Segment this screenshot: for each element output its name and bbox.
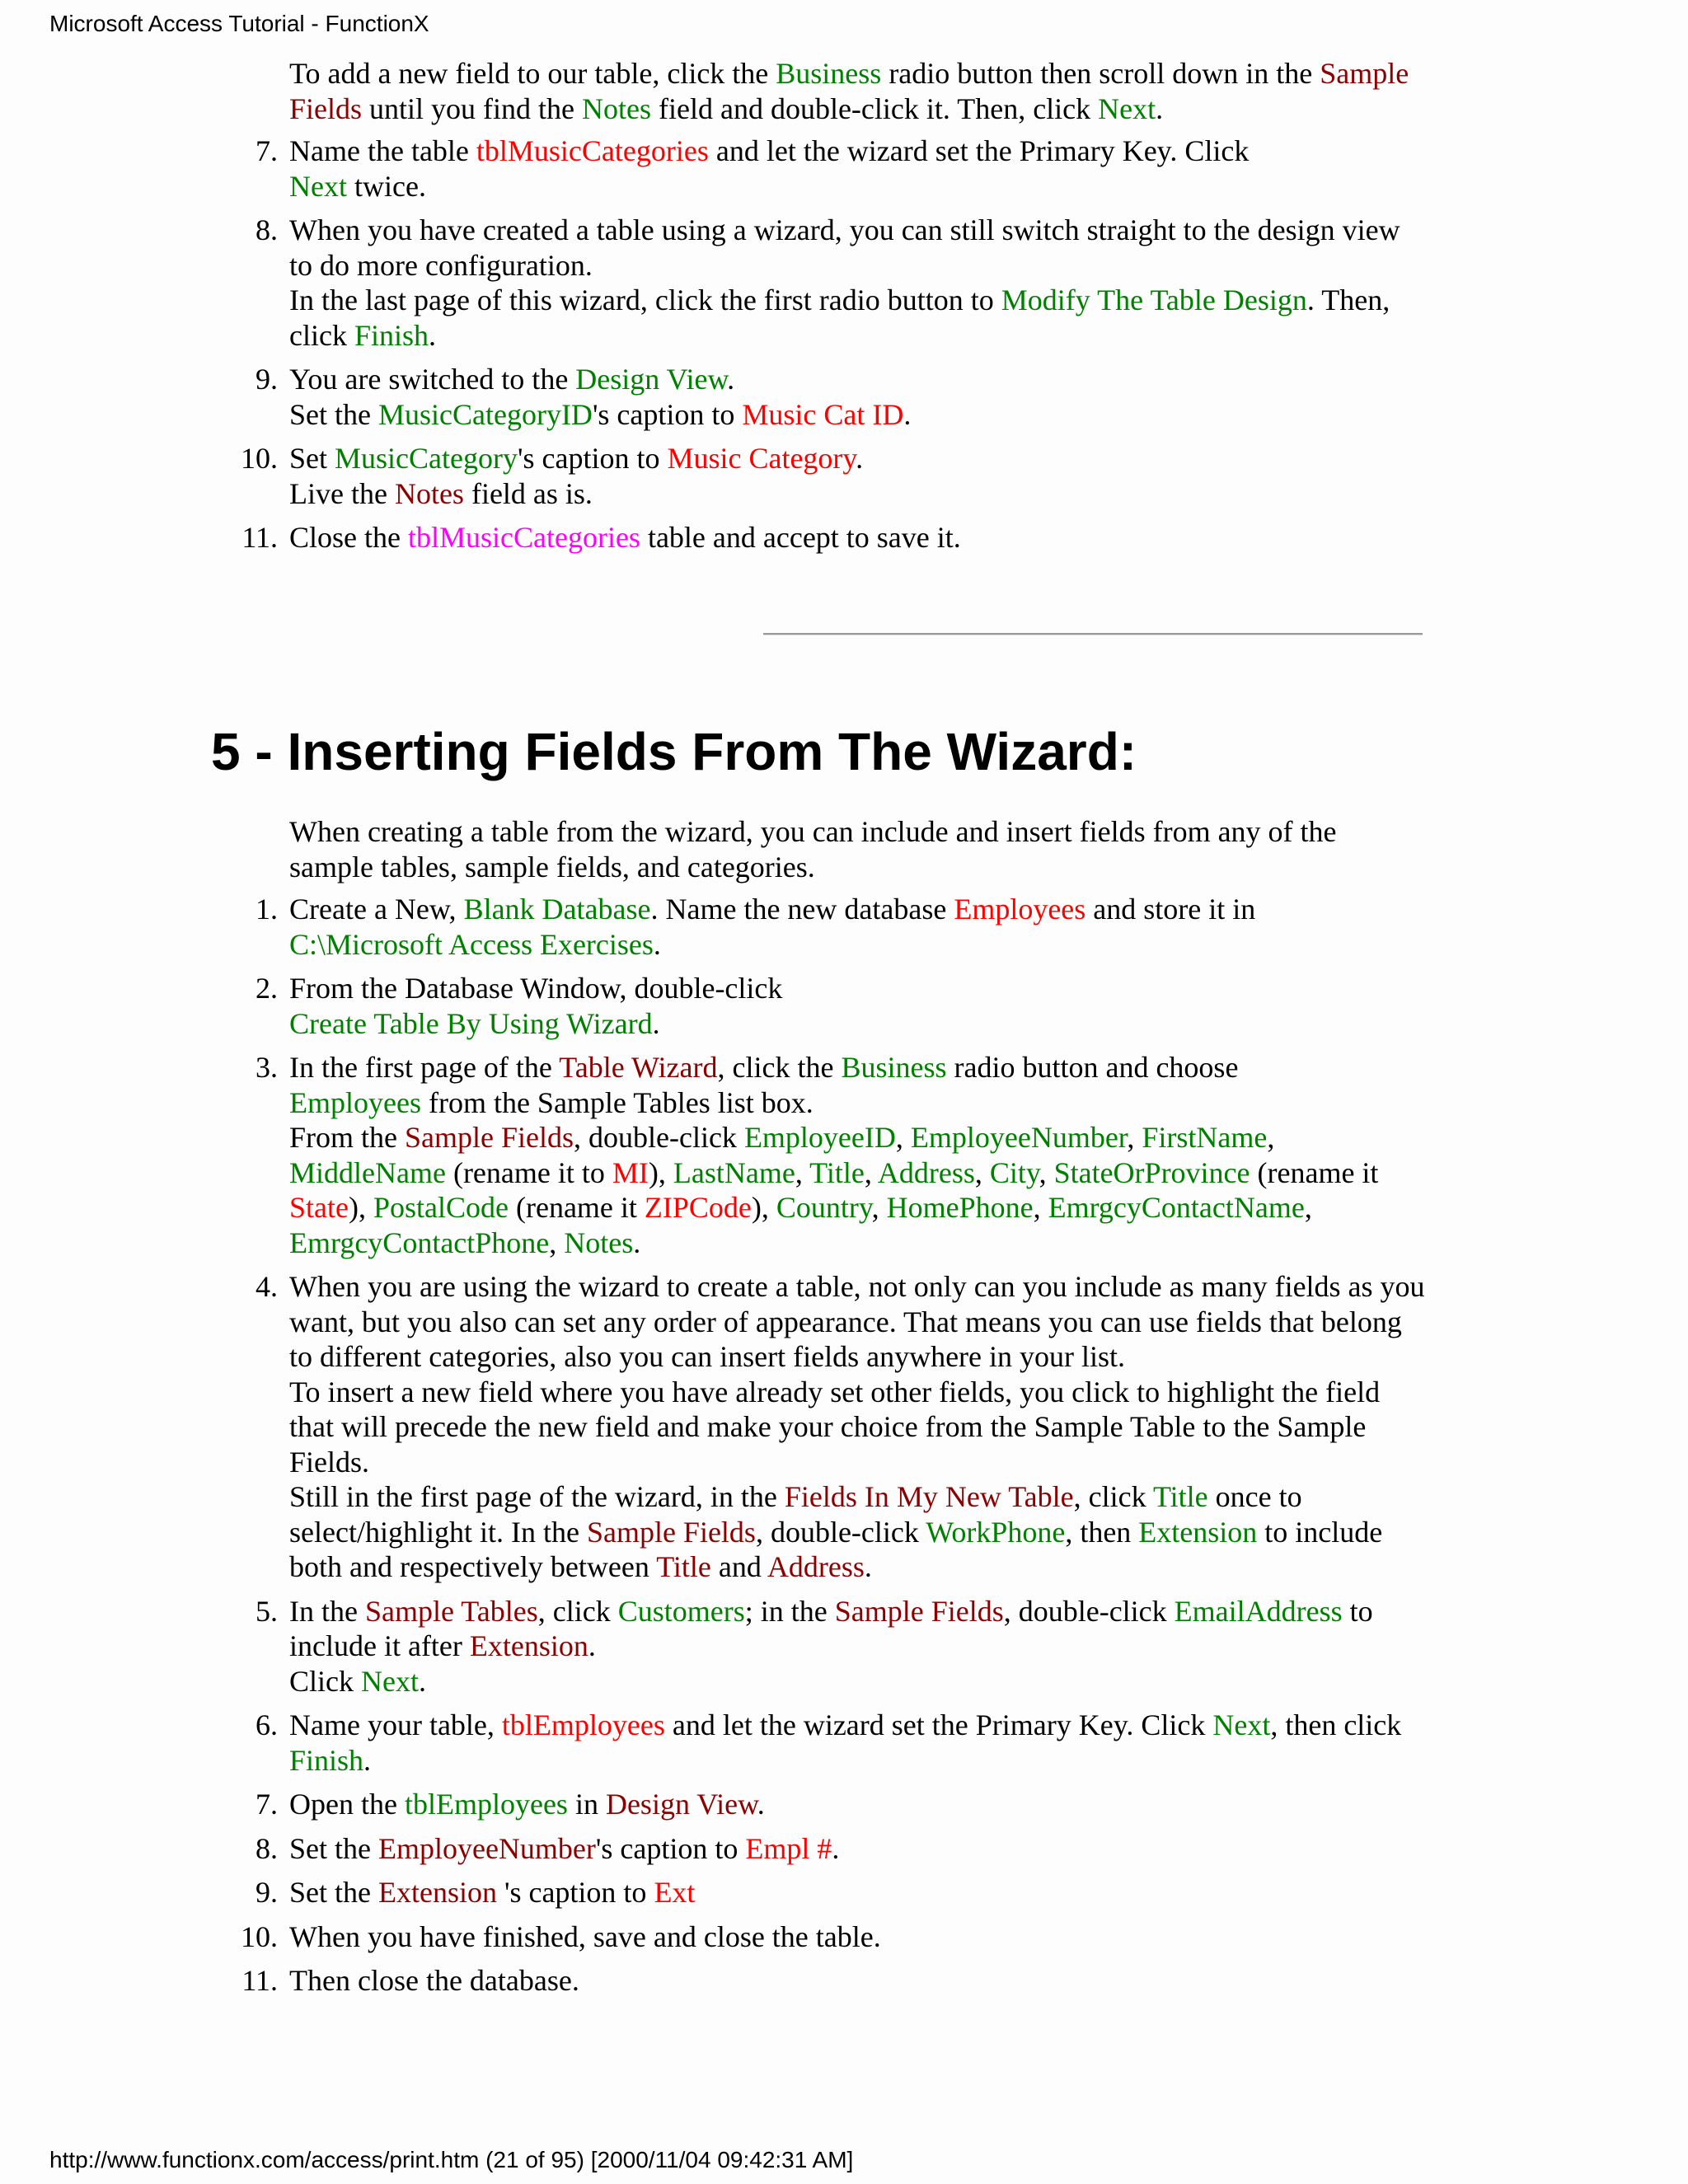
section-heading: 5 - Inserting Fields From The Wizard:	[211, 722, 1137, 781]
text-run: Then close the database.	[289, 1964, 579, 1997]
text-run: ,	[1127, 1121, 1142, 1154]
highlighted-term: EmrgcyContactPhone	[289, 1226, 550, 1259]
highlighted-term: Sample Fields	[405, 1121, 574, 1154]
highlighted-term: Music Category	[667, 442, 856, 475]
text-run: Set the	[289, 397, 378, 431]
text-run: .	[1156, 91, 1164, 125]
highlighted-term: Next	[361, 1664, 419, 1698]
text-run: field as is.	[463, 476, 593, 510]
highlighted-term: Address	[767, 1550, 865, 1583]
text-run: and let the wizard set the Primary Key. Click	[708, 134, 1250, 167]
highlighted-term: Customers	[617, 1594, 745, 1628]
highlighted-term: Notes	[564, 1226, 634, 1259]
text-run: twice.	[346, 169, 426, 203]
text-run: To add a new field to our table, click the	[289, 57, 776, 90]
highlighted-term: City	[989, 1155, 1039, 1189]
step-item	[256, 1875, 1427, 1910]
text-run: Open the	[289, 1788, 405, 1821]
step-number: 10.	[241, 442, 278, 475]
text-run: Set the	[289, 1876, 378, 1909]
page-footer-url: http://www.functionx.com/access/print.htm (21 of 95) [2000/11/04 09:42:31 AM]	[49, 2147, 854, 2172]
text-run: When you have finished, save and close the table.	[289, 1919, 881, 1953]
step-number: 11.	[241, 521, 278, 554]
text-run: .	[832, 1831, 840, 1865]
step-item	[241, 520, 1427, 555]
highlighted-term: Modify The Table Design	[1001, 284, 1307, 316]
step-number: 7.	[256, 134, 278, 167]
step-item	[256, 1594, 1427, 1699]
step-item	[241, 441, 1427, 511]
highlighted-term: Title	[656, 1550, 711, 1583]
highlighted-term: MusicCategoryID	[377, 397, 593, 431]
highlighted-term: MiddleName	[289, 1155, 446, 1189]
text-run: ,	[974, 1155, 990, 1189]
text-run: .	[757, 1788, 765, 1821]
text-run: , double-click	[755, 1515, 926, 1549]
highlighted-term: tblEmployees	[404, 1788, 568, 1821]
text-run: .	[418, 1664, 426, 1698]
highlighted-term: Empl #	[745, 1831, 832, 1865]
highlighted-term: PostalCode	[373, 1191, 509, 1224]
text-run: .	[727, 363, 735, 396]
text-run: .	[903, 397, 912, 431]
step-item	[256, 1787, 1427, 1822]
step-number: 10.	[241, 1919, 278, 1953]
text-run: ),	[648, 1155, 673, 1189]
step-number: 11.	[241, 1964, 278, 1997]
step-item	[256, 1269, 1427, 1585]
highlighted-term: Table Wizard	[559, 1051, 718, 1084]
page-header-title: Microsoft Access Tutorial - FunctionX	[49, 11, 429, 36]
highlighted-term: Fields In My New Table	[784, 1480, 1074, 1513]
text-run: to include both and respectively between	[289, 1515, 1383, 1583]
highlighted-term: Notes	[394, 476, 464, 510]
highlighted-term: EmrgcyContactName	[1048, 1191, 1305, 1224]
highlighted-term: Sample Tables	[364, 1594, 538, 1628]
text-run: (rename it to	[445, 1155, 612, 1189]
text-run: ,	[895, 1121, 911, 1154]
step-number: 9.	[256, 363, 278, 396]
text-run: radio button and choose	[946, 1051, 1239, 1084]
text-run: Name your table,	[289, 1708, 502, 1741]
step-number: 6.	[256, 1708, 278, 1741]
step-number: 5.	[256, 1594, 278, 1628]
text-run: and let the wizard set the Primary Key. Click	[664, 1708, 1213, 1741]
highlighted-term: EmployeeID	[743, 1121, 896, 1154]
highlighted-term: Extension	[377, 1876, 497, 1909]
step-item	[256, 134, 1427, 204]
highlighted-term: ZIPCode	[644, 1191, 752, 1224]
highlighted-term: tblEmployees	[501, 1708, 665, 1741]
step-number: 8.	[256, 213, 278, 246]
text-run: .	[856, 442, 864, 475]
text-run: To insert a new field where you have already set other fields, you click to highlight the field that will precede the new field and make your choice from the Sample Table to the Sample Fields.	[289, 1375, 1381, 1479]
text-run: until you find the	[362, 91, 582, 125]
highlighted-term: Notes	[582, 91, 651, 125]
text-run: field and double-click it. Then, click	[651, 91, 1099, 125]
text-run: From the	[289, 1121, 405, 1154]
text-run: once to select/highlight it. In the	[289, 1480, 1302, 1549]
text-run: , double-click	[1003, 1594, 1175, 1628]
step-number: 3.	[256, 1051, 278, 1084]
text-run: .	[633, 1226, 641, 1259]
highlighted-term: LastName	[673, 1155, 795, 1189]
step-item	[256, 892, 1427, 962]
highlighted-term: MI	[612, 1155, 649, 1189]
highlighted-term: EmailAddress	[1174, 1594, 1343, 1628]
text-run: Create a New,	[289, 893, 464, 926]
text-run: Still in the first page of the wizard, in the	[289, 1480, 785, 1513]
text-run: In the last page of this wizard, click the first radio button to	[289, 284, 1001, 316]
highlighted-term: EmployeeNumber	[377, 1831, 596, 1865]
step-number: 1.	[256, 893, 278, 926]
text-run: Name the table	[289, 134, 476, 167]
highlighted-term: EmployeeNumber	[910, 1121, 1128, 1154]
highlighted-term: Business	[776, 57, 882, 90]
text-run: 's caption to	[496, 1876, 654, 1909]
highlighted-term: Ext	[654, 1876, 696, 1909]
highlighted-term: Title	[1152, 1480, 1208, 1513]
text-run: When you have created a table using a wizard, you can still switch straight to the design view to do more configuration.	[289, 213, 1400, 282]
highlighted-term: FirstName	[1142, 1121, 1268, 1154]
text-run: , click	[537, 1594, 618, 1628]
horizontal-divider	[763, 633, 1423, 635]
highlighted-term: Design View	[605, 1788, 757, 1821]
text-run: .	[588, 1629, 596, 1662]
highlighted-term: WorkPhone	[926, 1515, 1066, 1549]
highlighted-term: C:\Microsoft Access Exercises	[289, 927, 654, 961]
highlighted-term: Sample Fields	[586, 1515, 756, 1549]
text-run: ,	[1267, 1121, 1275, 1154]
text-run: , click the	[717, 1051, 842, 1084]
highlighted-term: Next	[289, 169, 347, 203]
highlighted-term: Finish	[354, 318, 429, 352]
highlighted-term: HomePhone	[886, 1191, 1034, 1224]
text-run: Set	[289, 442, 335, 475]
highlighted-term: Create Table By Using Wizard	[289, 1006, 653, 1040]
highlighted-term: State	[289, 1191, 349, 1224]
text-run: In the	[289, 1594, 365, 1628]
text-run: , double-click	[574, 1121, 744, 1154]
step-number: 7.	[256, 1788, 278, 1821]
text-run: ,	[1039, 1155, 1054, 1189]
text-run: 's caption to	[592, 397, 743, 431]
highlighted-term: Business	[841, 1051, 947, 1084]
steps-list-part1	[241, 134, 1427, 565]
text-run: Set the	[289, 1831, 378, 1865]
step-number: 2.	[256, 972, 278, 1005]
step-item	[256, 1050, 1427, 1260]
text-run: ,	[795, 1155, 810, 1189]
text-run: ),	[348, 1191, 373, 1224]
step-item	[256, 362, 1427, 432]
text-run: .	[864, 1550, 872, 1583]
text-run: ,	[549, 1226, 565, 1259]
text-run: .	[363, 1743, 372, 1777]
text-run: (rename it	[1250, 1155, 1379, 1189]
step-item	[241, 1919, 1427, 1955]
text-run: ,	[1304, 1191, 1312, 1224]
text-run: You are switched to the	[289, 363, 576, 396]
text-run: In the first page of the	[289, 1051, 560, 1084]
text-run: ; in the	[744, 1594, 835, 1628]
text-run: ,	[1033, 1191, 1048, 1224]
highlighted-term: Next	[1212, 1708, 1271, 1741]
text-run: in	[567, 1788, 606, 1821]
text-run: from the Sample Tables list box.	[420, 1085, 814, 1119]
text-run: Click	[289, 1664, 361, 1698]
text-run: to include it after	[289, 1594, 1373, 1662]
step-item	[241, 1963, 1427, 1999]
highlighted-term: Employees	[289, 1085, 421, 1119]
highlighted-term: Blank Database	[463, 893, 651, 926]
text-run: and	[710, 1550, 767, 1583]
highlighted-term: StateOrProvince	[1053, 1155, 1250, 1189]
intro-paragraph	[289, 56, 1427, 126]
highlighted-term: Sample Fields	[834, 1594, 1004, 1628]
text-run: 's caption to	[517, 442, 668, 475]
text-run: When you are using the wizard to create a table, not only can you include as many fields as you want, but you also can set any order of appearance. That means you can use fields that belong to different categories, also you can insert fields anywhere in your list.	[289, 1270, 1425, 1373]
highlighted-term: Employees	[954, 893, 1086, 926]
text-run: ,	[871, 1191, 887, 1224]
text-run: , click	[1073, 1480, 1153, 1513]
highlighted-term: Design View	[575, 363, 728, 396]
text-run: table and accept to save it.	[640, 521, 961, 554]
highlighted-term: Extension	[1138, 1515, 1258, 1549]
text-run: and store it in	[1085, 893, 1256, 926]
highlighted-term: Country	[776, 1191, 872, 1224]
text-run: .	[652, 1006, 660, 1040]
highlighted-term: tblMusicCategories	[407, 521, 640, 554]
highlighted-term: Finish	[289, 1743, 364, 1777]
steps-list-part2	[241, 892, 1427, 2008]
highlighted-term: Music Cat ID	[742, 397, 904, 431]
text-run: , then	[1065, 1515, 1139, 1549]
text-run: When creating a table from the wizard, you can include and insert fields from any of the sample tables, sample fields, and categories.	[289, 815, 1337, 883]
highlighted-term: Title	[809, 1155, 865, 1189]
text-run: (rename it	[509, 1191, 645, 1224]
text-run: , then click	[1270, 1708, 1402, 1741]
highlighted-term: MusicCategory	[335, 442, 518, 475]
step-number: 9.	[256, 1876, 278, 1909]
text-run: Live the	[289, 476, 395, 510]
step-item	[256, 1708, 1427, 1778]
section-intro-paragraph	[289, 814, 1427, 884]
highlighted-term: tblMusicCategories	[476, 134, 709, 167]
text-run: . Then, click	[289, 284, 1390, 352]
text-run: .	[653, 927, 661, 961]
highlighted-term: Next	[1098, 91, 1156, 125]
step-number: 4.	[256, 1270, 278, 1303]
text-run: Close the	[289, 521, 408, 554]
step-item	[256, 1831, 1427, 1867]
highlighted-term: Sample Fields	[289, 57, 1409, 125]
step-item	[256, 213, 1427, 353]
step-item	[256, 971, 1427, 1041]
highlighted-term: Address	[877, 1155, 975, 1189]
text-run: From the Database Window, double-click	[289, 972, 783, 1005]
text-run: ),	[751, 1191, 776, 1224]
text-run: radio button then scroll down in the	[881, 57, 1320, 90]
step-number: 8.	[256, 1831, 278, 1865]
text-run: . Name the new database	[650, 893, 954, 926]
text-run: .	[429, 318, 437, 352]
text-run: 's caption to	[595, 1831, 746, 1865]
text-run: ,	[864, 1155, 878, 1189]
highlighted-term: Extension	[469, 1629, 588, 1662]
